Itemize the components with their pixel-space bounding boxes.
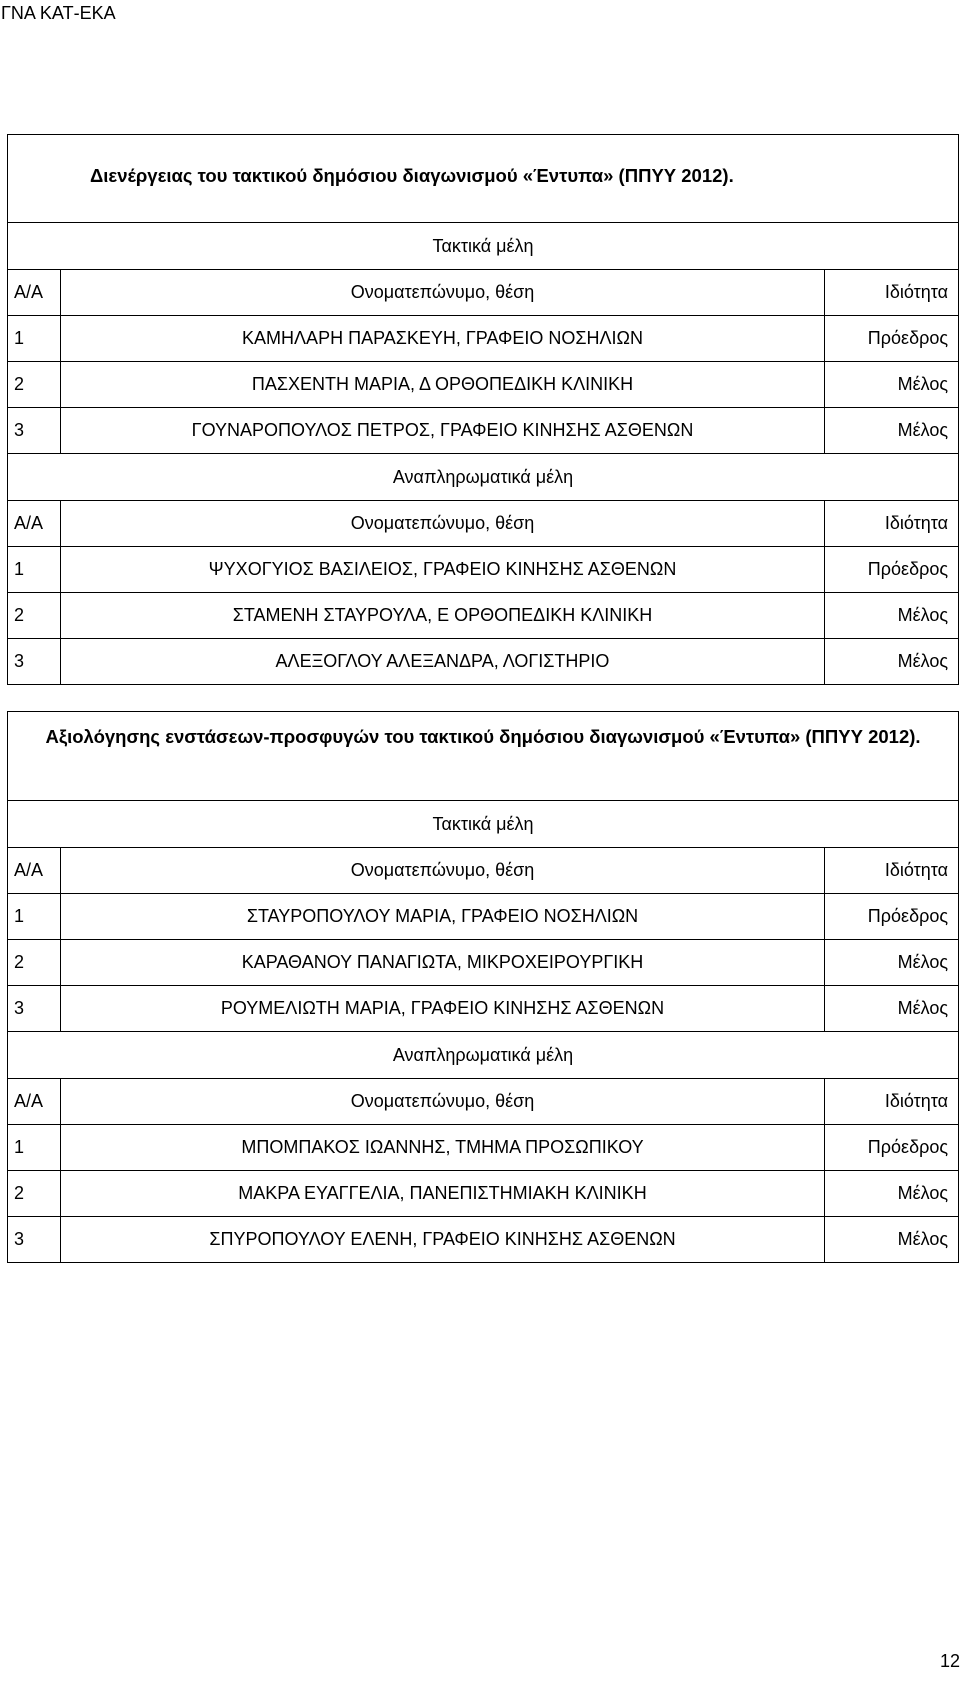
column-header-name: Ονοματεπώνυμο, θέση xyxy=(61,270,825,316)
member-name: ΣΤΑΜΕΝΗ ΣΤΑΥΡΟΥΛΑ, Ε ΟΡΘΟΠΕΔΙΚΗ ΚΛΙΝΙΚΗ xyxy=(61,593,825,639)
section-header-row xyxy=(8,801,959,848)
column-header-row xyxy=(8,1079,959,1125)
row-number: 2 xyxy=(8,940,61,986)
column-header-role: Ιδιότητα xyxy=(825,848,959,894)
table-row xyxy=(8,408,959,454)
column-header-name: Ονοματεπώνυμο, θέση xyxy=(61,1079,825,1125)
member-role: Μέλος xyxy=(825,362,959,408)
member-name: ΨΥΧΟΓΥΙΟΣ ΒΑΣΙΛΕΙΟΣ, ΓΡΑΦΕΙΟ ΚΙΝΗΣΗΣ ΑΣΘΕΝΩΝ xyxy=(61,547,825,593)
column-header-name: Ονοματεπώνυμο, θέση xyxy=(61,848,825,894)
member-name: ΠΑΣΧΕΝΤΗ ΜΑΡΙΑ, Δ ΟΡΘΟΠΕΔΙΚΗ ΚΛΙΝΙΚΗ xyxy=(61,362,825,408)
member-name: ΓΟΥΝΑΡΟΠΟΥΛΟΣ ΠΕΤΡΟΣ, ΓΡΑΦΕΙΟ ΚΙΝΗΣΗΣ ΑΣΘΕΝΩΝ xyxy=(61,408,825,454)
table-row xyxy=(8,362,959,408)
column-header-row xyxy=(8,501,959,547)
member-role: Πρόεδρος xyxy=(825,316,959,362)
table-row xyxy=(8,894,959,940)
member-name: ΚΑΡΑΘΑΝΟΥ ΠΑΝΑΓΙΩΤΑ, ΜΙΚΡΟΧΕΙΡΟΥΡΓΙΚΗ xyxy=(61,940,825,986)
row-number: 3 xyxy=(8,1217,61,1263)
column-header-role: Ιδιότητα xyxy=(825,270,959,316)
committee-table xyxy=(7,134,959,685)
member-name: ΜΑΚΡΑ ΕΥΑΓΓΕΛΙΑ, ΠΑΝΕΠΙΣΤΗΜΙΑΚΗ ΚΛΙΝΙΚΗ xyxy=(61,1171,825,1217)
table-row xyxy=(8,639,959,685)
document-header: ΓΝΑ ΚΑΤ-ΕΚΑ xyxy=(1,3,116,23)
column-header-row xyxy=(8,270,959,316)
column-header-aa: Α/Α xyxy=(8,848,61,894)
row-number: 3 xyxy=(8,986,61,1032)
table-row xyxy=(8,986,959,1032)
member-role: Μέλος xyxy=(825,408,959,454)
column-header-name: Ονοματεπώνυμο, θέση xyxy=(61,501,825,547)
table-row xyxy=(8,593,959,639)
section-label: Τακτικά μέλη xyxy=(8,223,959,270)
table-row xyxy=(8,940,959,986)
table-row xyxy=(8,316,959,362)
member-role: Μέλος xyxy=(825,639,959,685)
member-name: ΜΠΟΜΠΑΚΟΣ ΙΩΑΝΝΗΣ, ΤΜΗΜΑ ΠΡΟΣΩΠΙΚΟΥ xyxy=(61,1125,825,1171)
member-name: ΣΠΥΡΟΠΟΥΛΟΥ ΕΛΕΝΗ, ΓΡΑΦΕΙΟ ΚΙΝΗΣΗΣ ΑΣΘΕΝΩΝ xyxy=(61,1217,825,1263)
member-role: Μέλος xyxy=(825,1171,959,1217)
table-row xyxy=(8,1171,959,1217)
column-header-aa: Α/Α xyxy=(8,270,61,316)
column-header-row xyxy=(8,848,959,894)
member-role: Πρόεδρος xyxy=(825,1125,959,1171)
member-name: ΡΟΥΜΕΛΙΩΤΗ ΜΑΡΙΑ, ΓΡΑΦΕΙΟ ΚΙΝΗΣΗΣ ΑΣΘΕΝΩΝ xyxy=(61,986,825,1032)
section-header-row xyxy=(8,1032,959,1079)
section-header-row xyxy=(8,454,959,501)
row-number: 2 xyxy=(8,362,61,408)
member-role: Μέλος xyxy=(825,1217,959,1263)
member-name: ΣΤΑΥΡΟΠΟΥΛΟΥ ΜΑΡΙΑ, ΓΡΑΦΕΙΟ ΝΟΣΗΛΙΩΝ xyxy=(61,894,825,940)
section-label: Τακτικά μέλη xyxy=(8,801,959,848)
committee-title-row xyxy=(8,712,959,801)
row-number: 1 xyxy=(8,1125,61,1171)
table-row xyxy=(8,1217,959,1263)
member-role: Πρόεδρος xyxy=(825,894,959,940)
row-number: 1 xyxy=(8,894,61,940)
column-header-role: Ιδιότητα xyxy=(825,1079,959,1125)
member-role: Μέλος xyxy=(825,593,959,639)
committee-title: Αξιολόγησης ενστάσεων-προσφυγών του τακτικού δημόσιου διαγωνισμού «Έντυπα» (ΠΠΥΥ 2012). xyxy=(8,712,959,801)
row-number: 3 xyxy=(8,408,61,454)
table-row xyxy=(8,547,959,593)
committee-title-row xyxy=(8,135,959,223)
member-name: ΚΑΜΗΛΑΡΗ ΠΑΡΑΣΚΕΥΗ, ΓΡΑΦΕΙΟ ΝΟΣΗΛΙΩΝ xyxy=(61,316,825,362)
section-header-row xyxy=(8,223,959,270)
row-number: 1 xyxy=(8,547,61,593)
row-number: 2 xyxy=(8,1171,61,1217)
page-number: 12 xyxy=(939,1651,960,1671)
column-header-role: Ιδιότητα xyxy=(825,501,959,547)
member-role: Πρόεδρος xyxy=(825,547,959,593)
committee-title: Διενέργειας του τακτικού δημόσιου διαγωνισμού «Έντυπα» (ΠΠΥΥ 2012). xyxy=(8,135,959,223)
row-number: 2 xyxy=(8,593,61,639)
column-header-aa: Α/Α xyxy=(8,1079,61,1125)
column-header-aa: Α/Α xyxy=(8,501,61,547)
table-row xyxy=(8,1125,959,1171)
row-number: 3 xyxy=(8,639,61,685)
member-name: ΑΛΕΞΟΓΛΟΥ ΑΛΕΞΑΝΔΡΑ, ΛΟΓΙΣΤΗΡΙΟ xyxy=(61,639,825,685)
row-number: 1 xyxy=(8,316,61,362)
section-label: Αναπληρωματικά μέλη xyxy=(8,454,959,501)
member-role: Μέλος xyxy=(825,940,959,986)
section-label: Αναπληρωματικά μέλη xyxy=(8,1032,959,1079)
member-role: Μέλος xyxy=(825,986,959,1032)
committee-table xyxy=(7,711,959,1263)
